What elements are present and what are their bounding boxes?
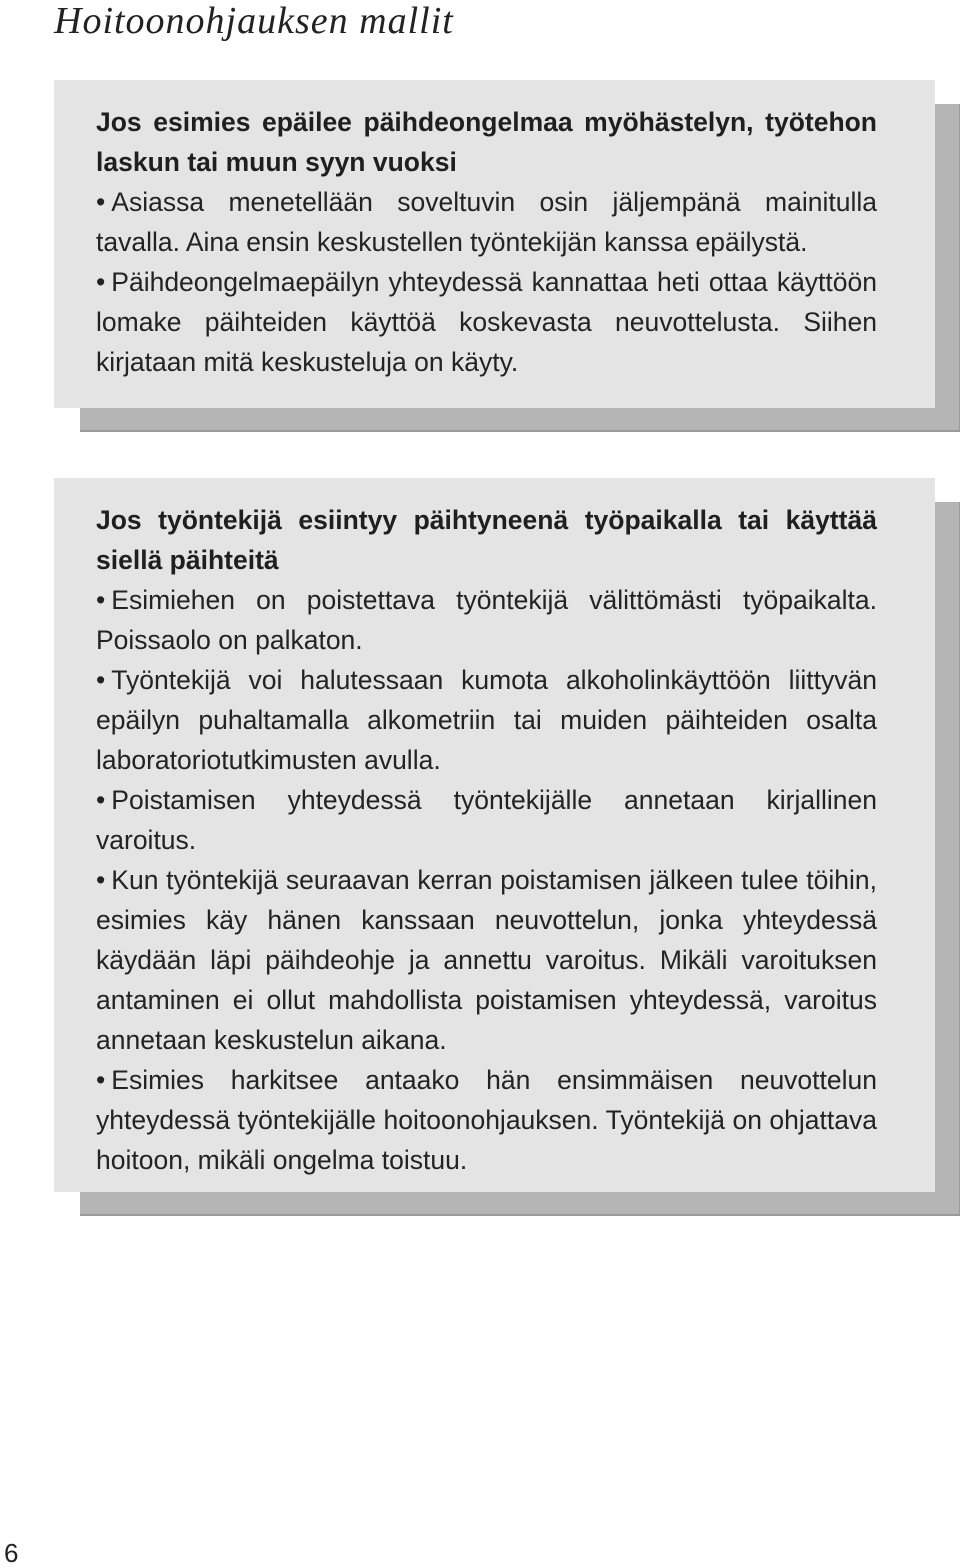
box-heading: Jos työntekijä esiintyy päihtyneenä työpaikalla tai käyttää siellä päihteitä <box>96 505 877 575</box>
box-paragraph <box>96 1060 877 1180</box>
bullet-icon: • <box>96 187 106 217</box>
box-paragraph <box>96 182 877 262</box>
paragraph-text: Päihdeongelmaepäilyn yhteydessä kannattaa heti ottaa käyttöön lomake päihteiden käyttöä koskevasta neuvottelusta. Siihen kirjataan mitä keskusteluja on käyty. <box>96 267 877 377</box>
page-number: 6 <box>4 1538 19 1568</box>
bullet-icon: • <box>96 585 106 615</box>
box-content <box>54 478 935 1192</box>
paragraph-text: Kun työntekijä seuraavan kerran poistamisen jälkeen tulee töihin, esimies käy hänen kanssaan neuvottelun, jonka yhteydessä käydään läpi päihdeohje ja annettu varoitus. Mikäli varoituksen antaminen ei ollut mahdollista poistamisen yhteydessä, varoitus annetaan keskustelun aikana. <box>96 865 877 1055</box>
paragraph-text: Esimiehen on poistettava työntekijä välittömästi työpaikalta. Poissaolo on palkaton. <box>96 585 877 655</box>
paragraph-text: Esimies harkitsee antaako hän ensimmäisen neuvottelun yhteydessä työntekijälle hoitoonohjauksen. Työntekijä on ohjattava hoitoon, mikäli ongelma toistuu. <box>96 1065 877 1175</box>
bullet-icon: • <box>96 665 106 695</box>
box-content <box>54 80 935 408</box>
bullet-icon: • <box>96 267 106 297</box>
paragraph-text: Poistamisen yhteydessä työntekijälle annetaan kirjallinen varoitus. <box>96 785 877 855</box>
info-box-intoxicated <box>54 478 935 1192</box>
box-heading: Jos esimies epäilee päihdeongelmaa myöhästelyn, työtehon laskun tai muun syyn vuoksi <box>96 107 877 177</box>
page-title: Hoitoonohjauksen mallit <box>54 0 454 42</box>
bullet-icon: • <box>96 865 106 895</box>
box-paragraph <box>96 780 877 860</box>
paragraph-text: Asiassa menetellään soveltuvin osin jäljempänä mainitulla tavalla. Aina ensin keskustellen työntekijän kanssa epäilystä. <box>96 187 877 257</box>
box-paragraph <box>96 860 877 1060</box>
box-paragraph <box>96 262 877 382</box>
info-box-suspicion <box>54 80 935 408</box>
bullet-icon: • <box>96 1065 106 1095</box>
box-paragraph <box>96 580 877 660</box>
bullet-icon: • <box>96 785 106 815</box>
paragraph-text: Työntekijä voi halutessaan kumota alkoholinkäyttöön liittyvän epäilyn puhaltamalla alkometriin tai muiden päihteiden osalta laboratoriotutkimusten avulla. <box>96 665 877 775</box>
box-paragraph <box>96 660 877 780</box>
